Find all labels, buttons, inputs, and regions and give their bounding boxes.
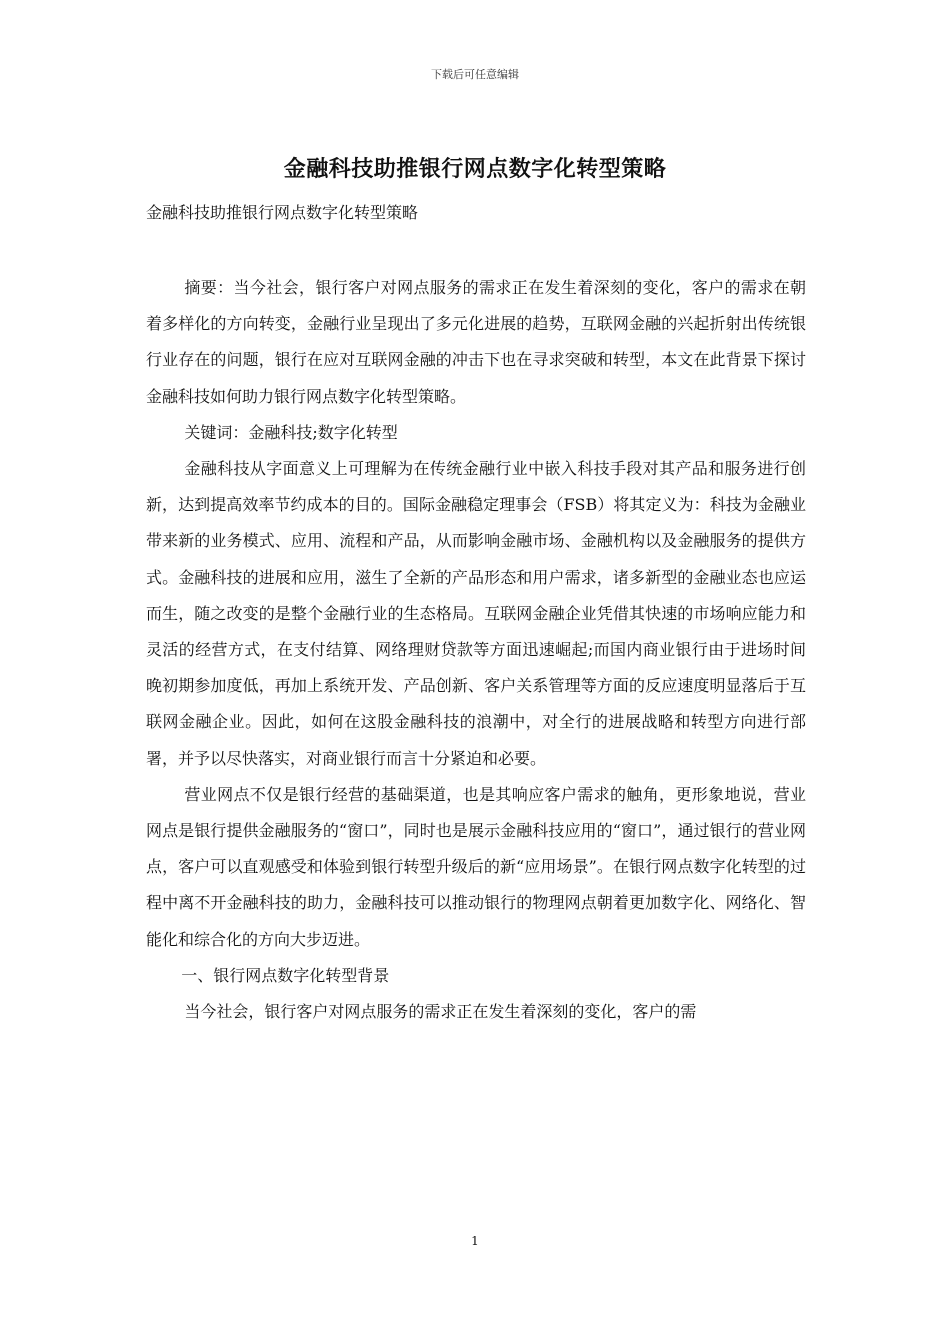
- document-title: 金融科技助推银行网点数字化转型策略: [283, 156, 667, 182]
- keywords-line: 关键词：金融科技;数字化转型: [184, 422, 398, 442]
- page-number: 1: [471, 1234, 479, 1248]
- document-subtitle: 金融科技助推银行网点数字化转型策略: [146, 203, 419, 222]
- section-heading: 一、银行网点数字化转型背景: [181, 965, 390, 985]
- body-paragraph: 当今社会，银行客户对网点服务的需求正在发生着深刻的变化，客户的需: [184, 1002, 697, 1022]
- body-paragraph: 金融科技从字面意义上可理解为在传统金融行业中嵌入科技手段对其产品和服务进行创新，达到提高效率节约成本的目的。国际金融稳定理事会（FSB）将其定义为：科技为金融业带来新的业务模式、应用、流程和产品，从而影响金融市场、金融机构以及金融服务的提供方式。金融科技的进展和应用，滋生了全新的产品形态和用户需求，诸多新型的金融业态也应运而生，随之改变的是整个金融行业的生态格局。互联网金融企业凭借其快速的市场响应能力和灵活的经营方式，在支付结算、网络理财贷款等方面迅速崛起;而国内商业银行由于进场时间晚初期参加度低，再加上系统开发、产品创新、客户关系管理等方面的反应速度明显落后于互联网金融企业。因此，如何在这股金融科技的浪潮中，对全行的进展战略和转型方向进行部署，并予以尽快落实，对商业银行而言十分紧迫和必要。: [146, 459, 806, 768]
- document-body: [146, 270, 806, 1030]
- abstract-paragraph: 摘要：当今社会，银行客户对网点服务的需求正在发生着深刻的变化，客户的需求在朝着多样化的方向转变，金融行业呈现出了多元化进展的趋势，互联网金融的兴起折射出传统银行业存在的问题，银行在应对互联网金融的冲击下也在寻求突破和转型，本文在此背景下探讨金融科技如何助力银行网点数字化转型策略。: [146, 278, 806, 406]
- body-paragraph: 营业网点不仅是银行经营的基础渠道，也是其响应客户需求的触角，更形象地说，营业网点是银行提供金融服务的“窗口”，同时也是展示金融科技应用的“窗口”，通过银行的营业网点，客户可以直观感受和体验到银行转型升级后的新“应用场景”。在银行网点数字化转型的过程中离不开金融科技的助力，金融科技可以推动银行的物理网点朝着更加数字化、网络化、智能化和综合化的方向大步迈进。: [146, 784, 806, 949]
- page-header-note: 下载后可任意编辑: [431, 68, 519, 81]
